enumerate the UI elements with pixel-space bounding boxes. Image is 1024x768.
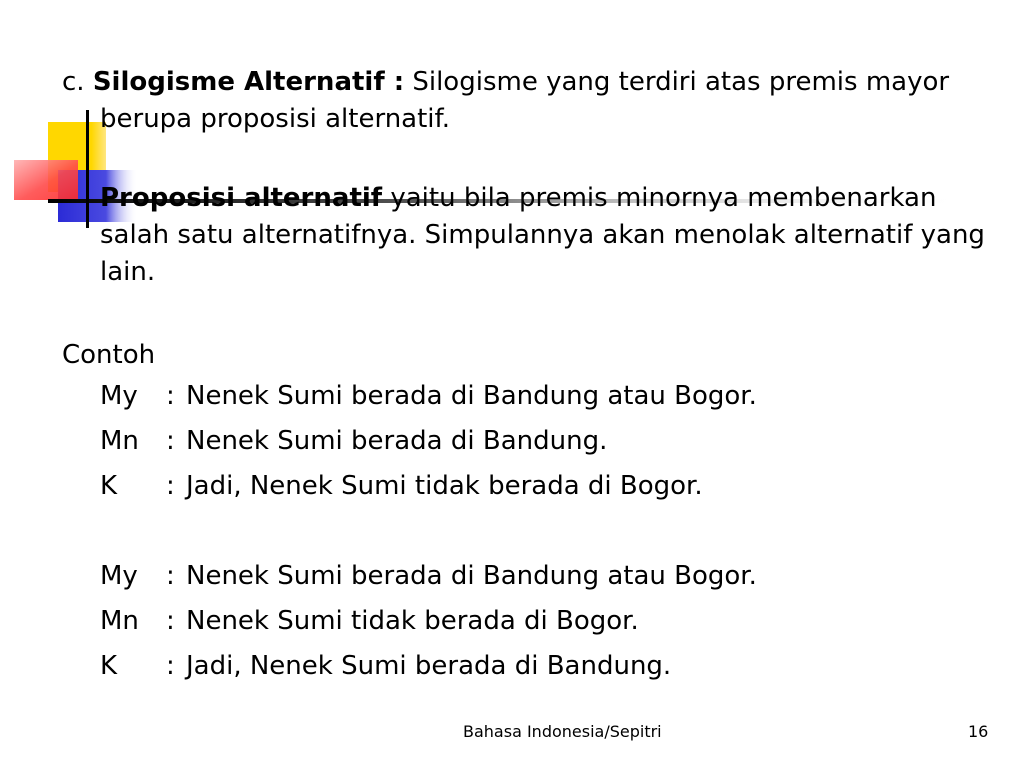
definition-text: yaitu bila premis minornya membenarkan salah satu alternatifnya. Simpulannya akan menolak alternatif yang lain. [100,183,985,287]
definition-term: Proposisi alternatif [100,183,383,213]
separator: : [166,471,175,501]
page-number: 16 [968,722,989,741]
example-group-1 [62,374,992,509]
separator: : [166,381,175,411]
conclusion-key: K [100,651,118,681]
premise-key: My [100,561,138,591]
separator: : [166,561,175,591]
separator: : [166,651,175,681]
intro-paragraph [62,64,992,138]
separator: : [166,606,175,636]
conclusion-text: Jadi, Nenek Sumi tidak berada di Bogor. [186,471,703,501]
conclusion-key: K [100,471,118,501]
example-line [62,644,992,689]
example-heading: Contoh [62,340,156,370]
premise-text: Nenek Sumi berada di Bandung. [186,426,608,456]
conclusion-text: Jadi, Nenek Sumi berada di Bandung. [186,651,672,681]
intro-prefix: c. [62,67,85,97]
premise-key: Mn [100,426,139,456]
premise-key: Mn [100,606,139,636]
example-line [62,419,992,464]
example-line [62,374,992,419]
premise-key: My [100,381,138,411]
intro-text: Silogisme yang terdiri atas premis mayor berupa proposisi alternatif. [100,67,950,134]
definition-paragraph [62,180,992,291]
intro-term: Silogisme Alternatif : [92,67,405,97]
spacer [62,509,992,554]
premise-text: Nenek Sumi tidak berada di Bogor. [186,606,639,636]
premise-text: Nenek Sumi berada di Bandung atau Bogor. [186,381,757,411]
example-line [62,554,992,599]
example-line [62,464,992,509]
footer-source: Bahasa Indonesia/Sepitri [463,722,662,741]
premise-text: Nenek Sumi berada di Bandung atau Bogor. [186,561,757,591]
example-group-2 [62,554,992,689]
spacer [62,291,992,343]
example-line [62,599,992,644]
separator: : [166,426,175,456]
slide-content [62,64,992,689]
